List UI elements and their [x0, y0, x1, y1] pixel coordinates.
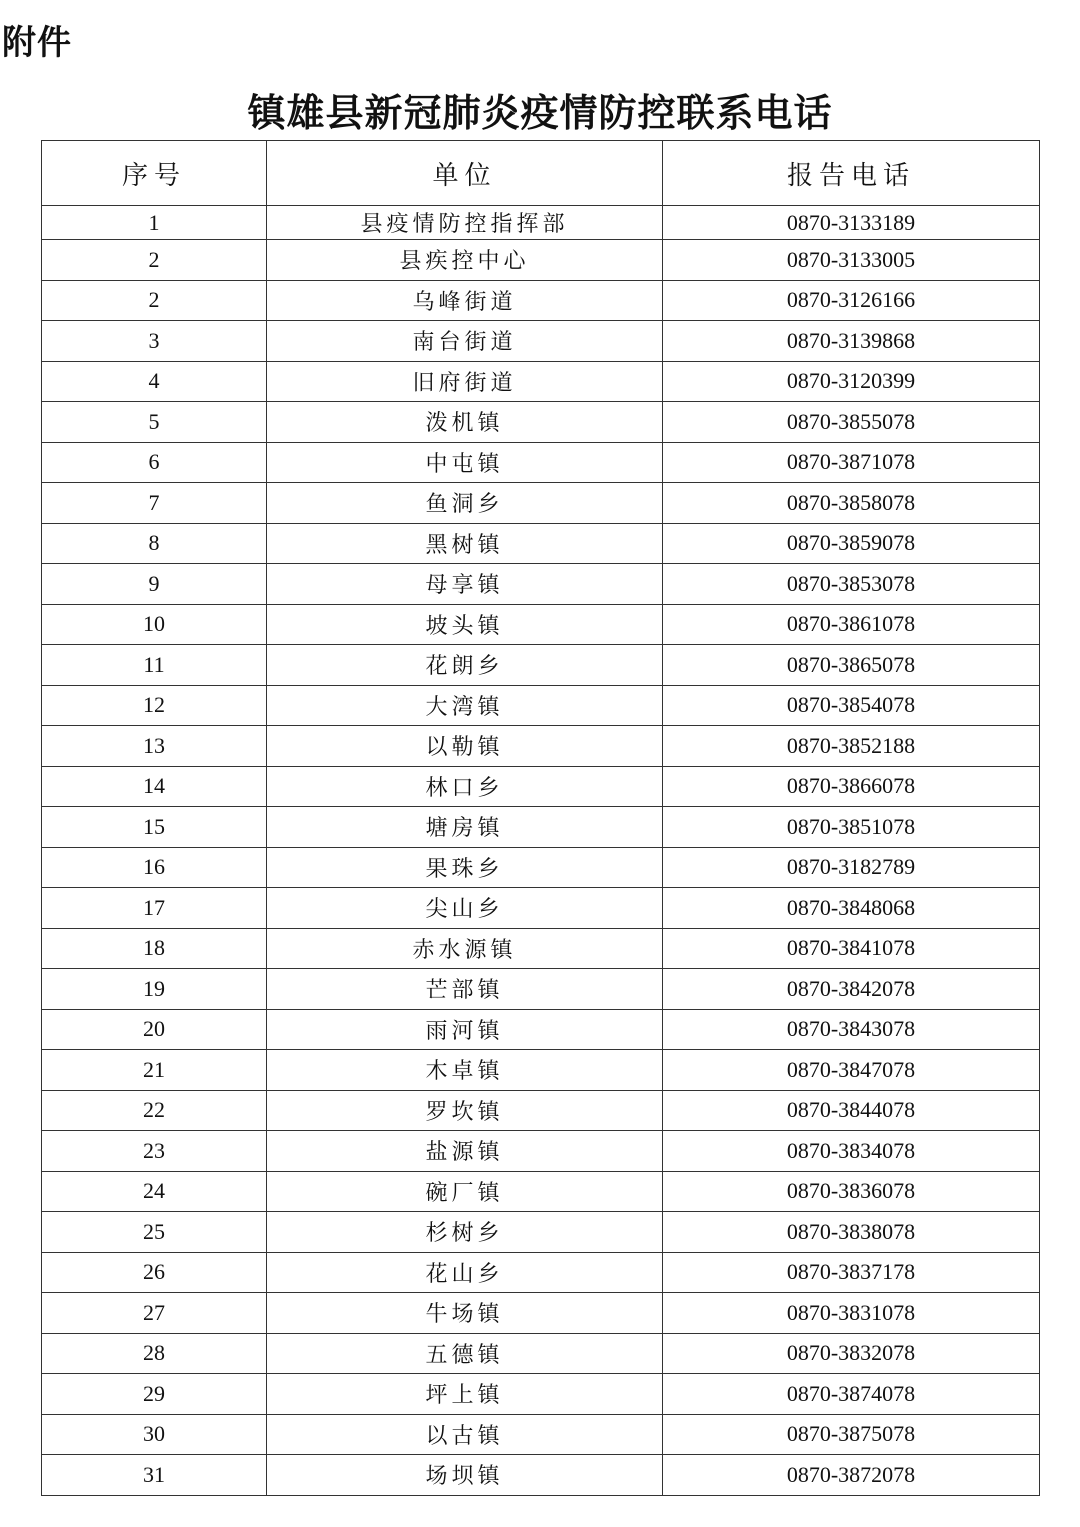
row-phone: 0870-3865078 [663, 645, 1040, 686]
table-row [42, 564, 1040, 605]
row-unit: 碗厂镇 [267, 1171, 663, 1212]
row-unit: 果珠乡 [267, 847, 663, 888]
row-phone: 0870-3842078 [663, 969, 1040, 1010]
table-row [42, 766, 1040, 807]
table-row [42, 1252, 1040, 1293]
table-row [42, 206, 1040, 240]
row-number: 1 [42, 206, 267, 240]
column-header-unit: 单位 [267, 141, 663, 206]
row-phone: 0870-3126166 [663, 280, 1040, 321]
table-row [42, 645, 1040, 686]
table-row [42, 1090, 1040, 1131]
contact-table [41, 140, 1040, 1496]
row-unit: 林口乡 [267, 766, 663, 807]
row-number: 5 [42, 402, 267, 443]
row-number: 6 [42, 442, 267, 483]
row-phone: 0870-3866078 [663, 766, 1040, 807]
row-phone: 0870-3848068 [663, 888, 1040, 929]
row-unit: 塘房镇 [267, 807, 663, 848]
table-row [42, 523, 1040, 564]
column-header-phone: 报告电话 [663, 141, 1040, 206]
row-number: 31 [42, 1455, 267, 1496]
row-unit: 县疫情防控指挥部 [267, 206, 663, 240]
row-number: 13 [42, 726, 267, 767]
table-row [42, 847, 1040, 888]
table-body [42, 206, 1040, 1496]
table-row [42, 1374, 1040, 1415]
table-row [42, 402, 1040, 443]
row-unit: 罗坎镇 [267, 1090, 663, 1131]
row-unit: 中屯镇 [267, 442, 663, 483]
row-phone: 0870-3120399 [663, 361, 1040, 402]
row-phone: 0870-3133189 [663, 206, 1040, 240]
row-number: 10 [42, 604, 267, 645]
row-unit: 尖山乡 [267, 888, 663, 929]
table-row [42, 240, 1040, 281]
row-number: 19 [42, 969, 267, 1010]
row-unit: 鱼洞乡 [267, 483, 663, 524]
row-unit: 盐源镇 [267, 1131, 663, 1172]
row-phone: 0870-3843078 [663, 1009, 1040, 1050]
row-number: 26 [42, 1252, 267, 1293]
table-row [42, 1050, 1040, 1091]
row-number: 22 [42, 1090, 267, 1131]
row-unit: 牛场镇 [267, 1293, 663, 1334]
row-phone: 0870-3851078 [663, 807, 1040, 848]
row-number: 2 [42, 240, 267, 281]
row-number: 3 [42, 321, 267, 362]
table-row [42, 1171, 1040, 1212]
row-number: 20 [42, 1009, 267, 1050]
row-phone: 0870-3872078 [663, 1455, 1040, 1496]
row-number: 25 [42, 1212, 267, 1253]
row-unit: 南台街道 [267, 321, 663, 362]
row-unit: 赤水源镇 [267, 928, 663, 969]
row-phone: 0870-3871078 [663, 442, 1040, 483]
row-number: 27 [42, 1293, 267, 1334]
table-row [42, 321, 1040, 362]
row-phone: 0870-3875078 [663, 1414, 1040, 1455]
row-number: 21 [42, 1050, 267, 1091]
row-number: 16 [42, 847, 267, 888]
row-number: 29 [42, 1374, 267, 1415]
row-phone: 0870-3834078 [663, 1131, 1040, 1172]
row-phone: 0870-3837178 [663, 1252, 1040, 1293]
table-row [42, 888, 1040, 929]
row-phone: 0870-3854078 [663, 685, 1040, 726]
column-header-number: 序号 [42, 141, 267, 206]
row-number: 9 [42, 564, 267, 605]
row-unit: 花朗乡 [267, 645, 663, 686]
table-row [42, 1009, 1040, 1050]
row-phone: 0870-3836078 [663, 1171, 1040, 1212]
row-phone: 0870-3831078 [663, 1293, 1040, 1334]
row-number: 12 [42, 685, 267, 726]
table-row [42, 685, 1040, 726]
table-row [42, 1131, 1040, 1172]
table-row [42, 1293, 1040, 1334]
table-row [42, 280, 1040, 321]
row-number: 28 [42, 1333, 267, 1374]
row-unit: 雨河镇 [267, 1009, 663, 1050]
table-row [42, 928, 1040, 969]
row-number: 17 [42, 888, 267, 929]
row-number: 24 [42, 1171, 267, 1212]
row-number: 11 [42, 645, 267, 686]
row-unit: 黑树镇 [267, 523, 663, 564]
row-unit: 杉树乡 [267, 1212, 663, 1253]
row-number: 30 [42, 1414, 267, 1455]
row-phone: 0870-3858078 [663, 483, 1040, 524]
document-title: 镇雄县新冠肺炎疫情防控联系电话 [247, 91, 833, 135]
row-phone: 0870-3182789 [663, 847, 1040, 888]
table-row [42, 1333, 1040, 1374]
row-unit: 五德镇 [267, 1333, 663, 1374]
row-unit: 大湾镇 [267, 685, 663, 726]
table-row [42, 1212, 1040, 1253]
row-phone: 0870-3133005 [663, 240, 1040, 281]
row-phone: 0870-3853078 [663, 564, 1040, 605]
row-phone: 0870-3874078 [663, 1374, 1040, 1415]
row-number: 23 [42, 1131, 267, 1172]
attachment-label: 附件 [2, 23, 72, 63]
row-number: 14 [42, 766, 267, 807]
row-phone: 0870-3855078 [663, 402, 1040, 443]
row-unit: 以勒镇 [267, 726, 663, 767]
row-unit: 母享镇 [267, 564, 663, 605]
row-phone: 0870-3844078 [663, 1090, 1040, 1131]
table-row [42, 1414, 1040, 1455]
row-unit: 以古镇 [267, 1414, 663, 1455]
table-row [42, 969, 1040, 1010]
row-number: 7 [42, 483, 267, 524]
row-phone: 0870-3859078 [663, 523, 1040, 564]
row-phone: 0870-3841078 [663, 928, 1040, 969]
row-unit: 场坝镇 [267, 1455, 663, 1496]
row-unit: 旧府街道 [267, 361, 663, 402]
row-unit: 泼机镇 [267, 402, 663, 443]
row-number: 4 [42, 361, 267, 402]
table-row [42, 604, 1040, 645]
row-unit: 坡头镇 [267, 604, 663, 645]
row-number: 8 [42, 523, 267, 564]
row-phone: 0870-3838078 [663, 1212, 1040, 1253]
row-unit: 县疾控中心 [267, 240, 663, 281]
row-number: 15 [42, 807, 267, 848]
row-unit: 木卓镇 [267, 1050, 663, 1091]
row-unit: 坪上镇 [267, 1374, 663, 1415]
row-number: 2 [42, 280, 267, 321]
table-row [42, 1455, 1040, 1496]
row-number: 18 [42, 928, 267, 969]
table-row [42, 807, 1040, 848]
table-row [42, 361, 1040, 402]
table-header-row [42, 141, 1040, 206]
table-row [42, 726, 1040, 767]
table-row [42, 442, 1040, 483]
row-unit: 花山乡 [267, 1252, 663, 1293]
row-unit: 芒部镇 [267, 969, 663, 1010]
row-phone: 0870-3139868 [663, 321, 1040, 362]
table-row [42, 483, 1040, 524]
row-phone: 0870-3832078 [663, 1333, 1040, 1374]
row-phone: 0870-3852188 [663, 726, 1040, 767]
row-unit: 乌峰街道 [267, 280, 663, 321]
row-phone: 0870-3861078 [663, 604, 1040, 645]
row-phone: 0870-3847078 [663, 1050, 1040, 1091]
